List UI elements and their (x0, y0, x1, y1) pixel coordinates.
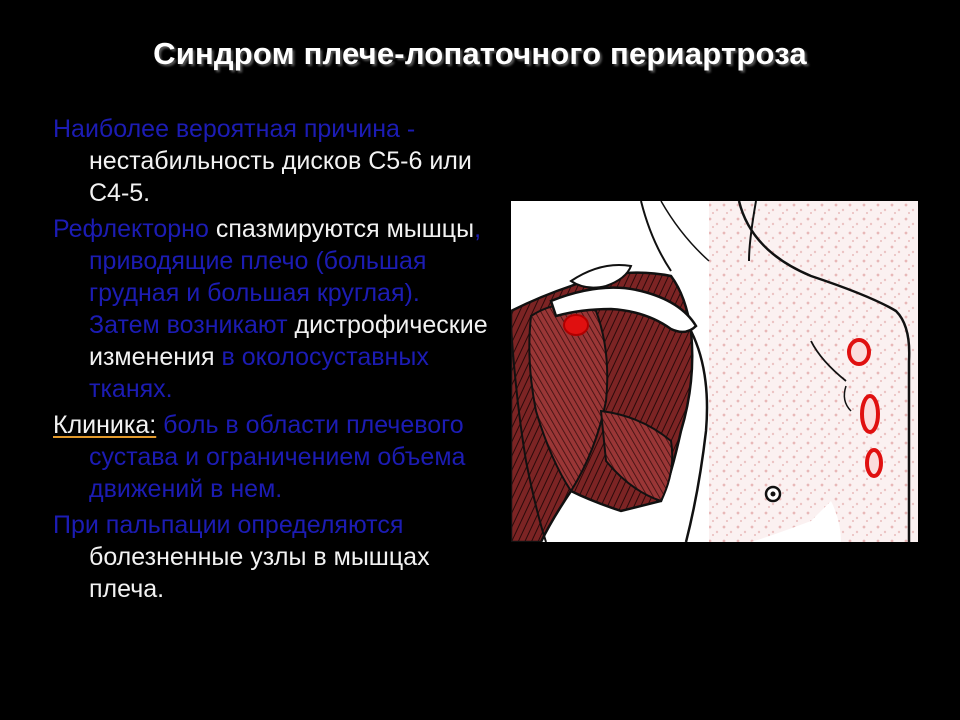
mechanism-tissues: в околосуставных тканях. (89, 343, 429, 403)
shoulder-illustration (511, 201, 918, 542)
mechanism-dystrophy: дистрофические изменения (89, 311, 488, 371)
trapezius-line (661, 201, 709, 261)
clinic-label: Клиника: (53, 411, 157, 439)
cause-detail: нестабильность дисков С5-6 или С4-5. (89, 147, 472, 207)
paragraph-cause (53, 113, 493, 209)
back-skin (709, 201, 918, 542)
paragraph-clinic (53, 409, 493, 505)
palpation-lead: При пальпации определяются (53, 511, 404, 539)
slide-title: Синдром плече-лопаточного периартроза (153, 36, 807, 71)
pain-point-chest-2 (862, 396, 878, 432)
cause-lead: Наиболее вероятная причина - (53, 115, 416, 143)
paragraph-palpation (53, 509, 493, 605)
pain-point-shoulder (564, 315, 588, 335)
shoulder-drawing (511, 201, 918, 542)
pain-point-chest-3 (867, 450, 881, 476)
clinic-detail: боль в области плечевого сустава и ограничением объема движений в нем. (89, 411, 466, 503)
mechanism-muscles: , приводящие плечо (большая грудная и большая круглая). Затем возникают (89, 215, 482, 339)
palpation-detail: болезненные узлы в мышцах плеча. (89, 543, 430, 603)
paragraph-mechanism (53, 213, 493, 405)
body-text (53, 113, 493, 609)
mechanism-spasm: спазмируются мышцы (215, 215, 475, 243)
mechanism-lead: Рефлекторно (53, 215, 216, 243)
pain-point-chest-1 (849, 340, 869, 364)
